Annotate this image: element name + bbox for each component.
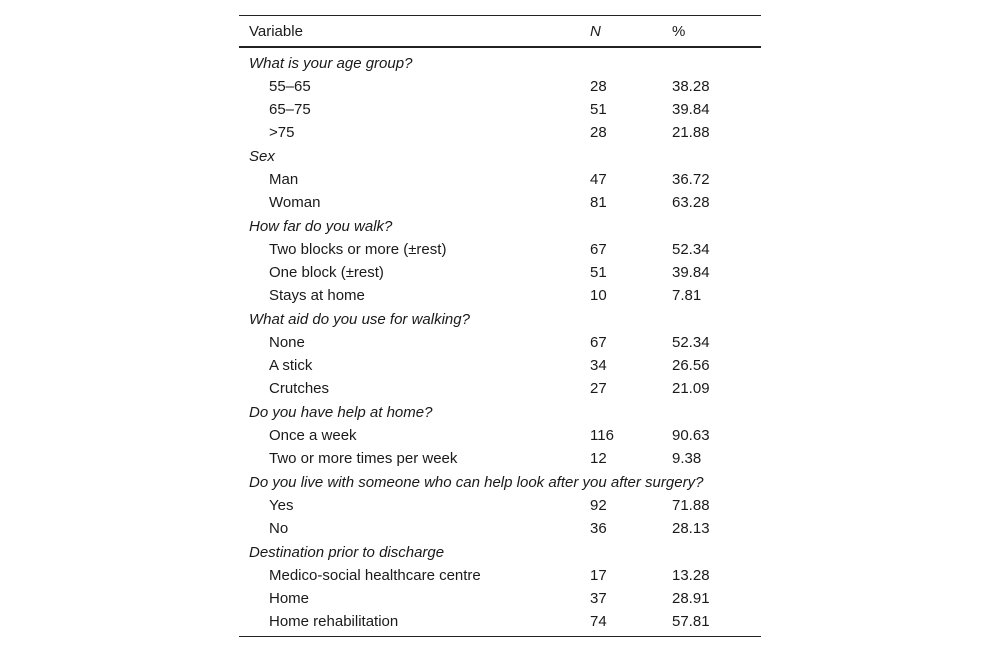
row-label: Two blocks or more (±rest)	[269, 241, 447, 258]
row-n-value: 92	[590, 497, 607, 514]
group-title: Sex	[249, 148, 275, 165]
row-label: 65–75	[269, 101, 311, 118]
row-percent-value: 28.91	[672, 590, 710, 607]
row-n-value: 36	[590, 520, 607, 537]
header-variable: Variable	[249, 22, 303, 40]
group-title: What is your age group?	[249, 55, 413, 72]
table-row	[239, 491, 761, 514]
row-percent-value: 39.84	[672, 264, 710, 281]
table-row	[239, 328, 761, 351]
row-n-value: 51	[590, 264, 607, 281]
table-row	[239, 607, 761, 637]
table-row	[239, 561, 761, 584]
row-percent-value: 57.81	[672, 613, 710, 630]
row-label: Once a week	[269, 427, 357, 444]
table-row	[239, 514, 761, 537]
group-title: How far do you walk?	[249, 218, 393, 235]
row-n-value: 116	[590, 427, 614, 444]
table-body	[239, 47, 761, 637]
group-header-row	[239, 47, 761, 72]
group-title: Do you have help at home?	[249, 404, 433, 421]
header-row	[239, 16, 761, 48]
group-title: Destination prior to discharge	[249, 544, 445, 561]
row-percent-value: 36.72	[672, 171, 710, 188]
group-header-row	[239, 304, 761, 328]
row-n-value: 12	[590, 450, 607, 467]
row-n-value: 27	[590, 380, 607, 397]
table-row	[239, 444, 761, 467]
row-percent-value: 90.63	[672, 427, 710, 444]
row-label: Home	[269, 590, 310, 607]
row-label: No	[269, 520, 289, 537]
row-label: 55–65	[269, 78, 311, 95]
row-percent-value: 52.34	[672, 241, 710, 258]
row-n-value: 67	[590, 241, 607, 258]
group-header-row	[239, 467, 761, 491]
row-percent-value: 39.84	[672, 101, 710, 118]
table-row	[239, 421, 761, 444]
row-percent-value: 21.09	[672, 380, 710, 397]
row-n-value: 34	[590, 357, 607, 374]
row-label: One block (±rest)	[269, 264, 384, 281]
row-label: Man	[269, 171, 299, 188]
row-percent-value: 21.88	[672, 124, 710, 141]
table-row	[239, 72, 761, 95]
row-n-value: 67	[590, 334, 607, 351]
group-header-row	[239, 397, 761, 421]
table-row	[239, 118, 761, 141]
row-percent-value: 26.56	[672, 357, 710, 374]
row-percent-value: 9.38	[672, 450, 702, 467]
row-percent-value: 52.34	[672, 334, 710, 351]
row-percent-value: 13.28	[672, 567, 710, 584]
row-n-value: 28	[590, 78, 607, 95]
group-header-row	[239, 211, 761, 235]
table-row	[239, 374, 761, 397]
table-row	[239, 95, 761, 118]
table-row	[239, 281, 761, 304]
row-n-value: 10	[590, 287, 607, 304]
row-label: None	[269, 334, 305, 351]
row-n-value: 37	[590, 590, 607, 607]
survey-results-table	[239, 15, 761, 637]
group-header-row	[239, 537, 761, 561]
table-header	[239, 16, 761, 48]
table-row	[239, 188, 761, 211]
row-label: Home rehabilitation	[269, 613, 399, 630]
row-percent-value: 7.81	[672, 287, 702, 304]
table-row	[239, 584, 761, 607]
row-label: Crutches	[269, 380, 330, 397]
row-percent-value: 63.28	[672, 194, 710, 211]
row-label: Yes	[269, 497, 294, 514]
header-n: N	[590, 22, 601, 40]
table-row	[239, 351, 761, 374]
row-label: >75	[269, 124, 295, 141]
group-header-row	[239, 141, 761, 165]
row-percent-value: 28.13	[672, 520, 710, 537]
row-n-value: 51	[590, 101, 607, 118]
row-label: A stick	[269, 357, 313, 374]
row-n-value: 74	[590, 613, 607, 630]
row-label: Two or more times per week	[269, 450, 458, 467]
row-percent-value: 38.28	[672, 78, 710, 95]
table-row	[239, 235, 761, 258]
row-n-value: 47	[590, 171, 607, 188]
row-label: Medico-social healthcare centre	[269, 567, 481, 584]
row-label: Stays at home	[269, 287, 365, 304]
row-label: Woman	[269, 194, 321, 211]
table-row	[239, 165, 761, 188]
row-percent-value: 71.88	[672, 497, 710, 514]
table-row	[239, 258, 761, 281]
data-table-container	[239, 15, 761, 637]
row-n-value: 28	[590, 124, 607, 141]
header-percent: %	[672, 22, 686, 40]
group-title: What aid do you use for walking?	[249, 311, 470, 328]
row-n-value: 81	[590, 194, 607, 211]
row-n-value: 17	[590, 567, 607, 584]
group-title: Do you live with someone who can help look after you after surgery?	[249, 474, 704, 491]
